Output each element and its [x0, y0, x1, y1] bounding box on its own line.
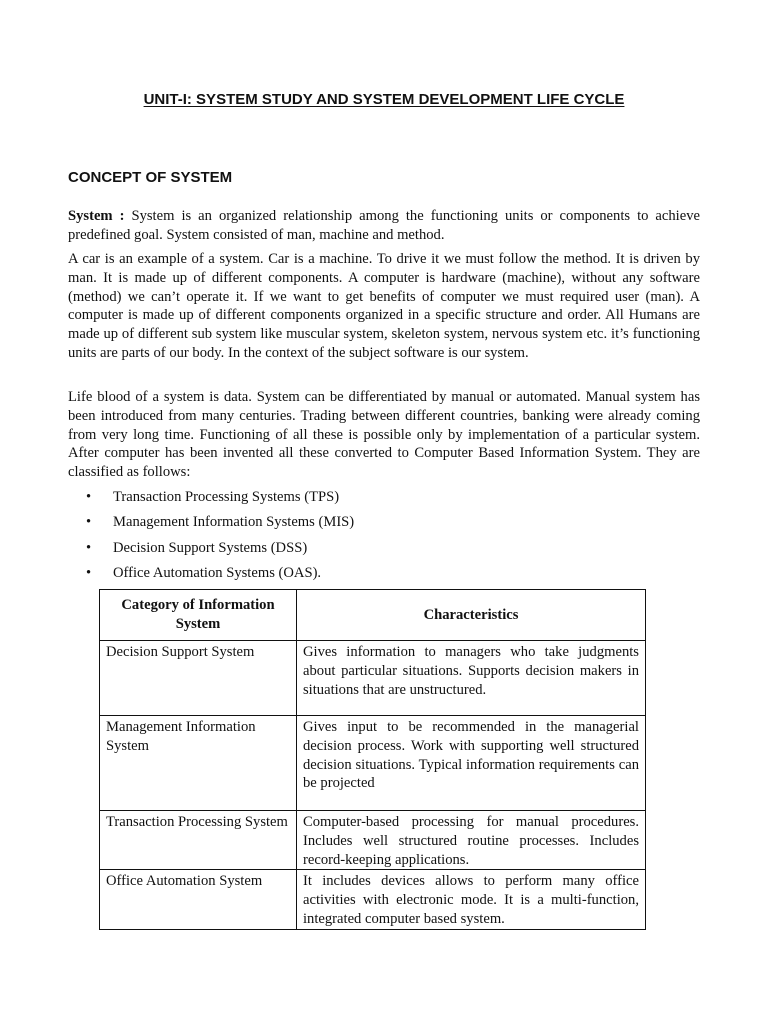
page-title: [0, 91, 768, 108]
table-header-category: Category of Information System: [100, 590, 297, 641]
table-row: [100, 811, 646, 870]
list-item-text: Decision Support Systems (DSS): [113, 539, 308, 556]
bullet-icon: •: [86, 539, 92, 556]
list-item-text: Transaction Processing Systems (TPS): [113, 489, 340, 505]
table-cell-characteristics: Gives input to be recommended in the managerial decision process. Work with supporting well structured decision situations. Typical information requirements can be projected: [297, 716, 646, 811]
table-cell-category: Transaction Processing System: [100, 811, 297, 870]
list-item: [86, 539, 354, 564]
data-lifeblood-paragraph: Life blood of a system is data. System can be differentiated by manual or automated. Manual system has been introduced from many centuries. Trading between different countries, banking were already coming from very long time. Functioning of all these is possible only by implementation of a particular system. After computer has been invented all these converted to Computer Based Information System. They are classified as follows:: [68, 389, 700, 481]
table-row: [100, 716, 646, 811]
table-cell-characteristics: Gives information to managers who take judgments about particular situations. Supports decision makers in situations that are unstructured.: [297, 641, 646, 716]
list-item: [86, 564, 354, 589]
system-definition-text: System is an organized relationship among the functioning units or components to achieve predefined goal. System consisted of man, machine and method.: [68, 208, 700, 243]
list-item: [86, 513, 354, 538]
list-item-text: Office Automation Systems (OAS).: [113, 564, 322, 581]
list-item: [86, 488, 354, 513]
bullet-icon: •: [86, 564, 92, 581]
system-definition-paragraph: [68, 207, 700, 245]
table-row: [100, 870, 646, 929]
system-term: System :: [68, 208, 125, 224]
table-header-characteristics: Characteristics: [297, 590, 646, 641]
list-item-text: Management Information Systems (MIS): [113, 514, 355, 531]
bullet-icon: •: [86, 514, 92, 531]
system-types-list: [86, 488, 354, 589]
table-row: [100, 641, 646, 716]
table-cell-category: Office Automation System: [100, 870, 297, 929]
table-cell-category: Decision Support System: [100, 641, 297, 716]
car-example-paragraph: A car is an example of a system. Car is a machine. To drive it we must follow the method. It is driven by man. It is made up of different components. A computer is hardware (machine), without any software (method) we can’t operate it. If we want to get benefits of computer we must required user (man). A computer is made up of different components organized in a specific structure and order. All Humans are made up of different sub system like muscular system, skeleton system, nervous system etc. it’s functioning units are parts of our body. In the context of the subject software is our system.: [68, 251, 700, 361]
table-cell-characteristics: It includes devices allows to perform many office activities with electronic mode. It is a multi-function, integrated computer based system.: [297, 870, 646, 929]
page-title-text: UNIT-I: SYSTEM STUDY AND SYSTEM DEVELOPMENT LIFE CYCLE: [143, 91, 625, 108]
table-header-row: [100, 590, 646, 641]
bullet-icon: •: [86, 489, 92, 505]
table-cell-category: Management Information System: [100, 716, 297, 811]
table-cell-characteristics: Computer-based processing for manual procedures. Includes well structured routine processes. Includes record-keeping applications.: [297, 811, 646, 870]
information-systems-table: [99, 589, 646, 930]
section-heading: CONCEPT OF SYSTEM: [68, 169, 233, 186]
